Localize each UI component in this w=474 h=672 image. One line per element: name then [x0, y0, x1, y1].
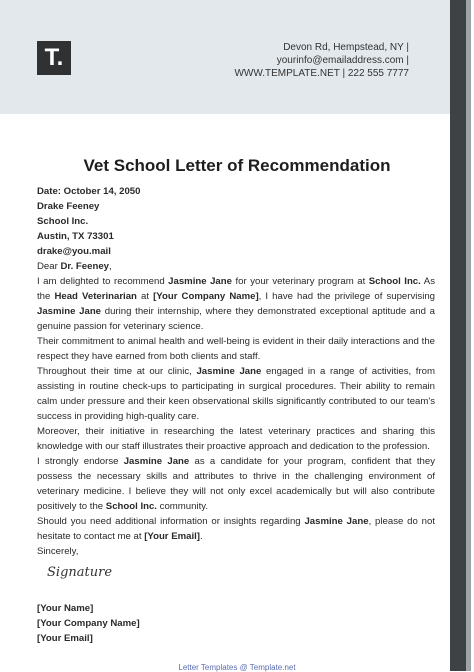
- paragraph-4: Moreover, their initiative in researching the latest veterinary practices and sharing this knowledge with our staff illustrates their proactive approach and dedication to the profession.: [37, 426, 435, 452]
- company-logo: T.: [37, 41, 71, 75]
- salutation: Dear Dr. Feeney,: [37, 261, 112, 272]
- paragraph-2: Their commitment to animal health and well-being is evident in their daily interactions and the respect they have earned from both clients and staff.: [37, 336, 435, 362]
- address-text: Devon Rd, Hempstead, NY |: [283, 42, 409, 53]
- decorative-side-stripe: [450, 0, 474, 671]
- paragraph-5: I strongly endorse Jasmine Jane as a candidate for your program, confident that they possess the necessary skills and attributes to thrive in the challenging environment of veterinary medicine. I believe they will not only excel academically but will also contribute positively to the School Inc. community.: [37, 456, 435, 512]
- letter-body: [37, 184, 435, 646]
- recipient-name: Drake Feeney: [37, 201, 100, 212]
- sender-company: [Your Company Name]: [37, 618, 140, 629]
- paragraph-1: I am delighted to recommend Jasmine Jane for your veterinary program at School Inc. As the Head Veterinarian at [Your Company Name], I have had the privilege of supervising Jasmine Jane during their internship, where they demonstrated exceptional aptitude and a genuine passion for veterinary science.: [37, 276, 435, 332]
- signature-block: [37, 559, 435, 601]
- email-text: yourinfo@emailaddress.com |: [276, 55, 409, 66]
- sender-email: [Your Email]: [37, 633, 93, 644]
- paragraph-6: Should you need additional information or insights regarding Jasmine Jane, please do not hesitate to contact me at [Your Email].: [37, 516, 435, 542]
- letter-title: Vet School Letter of Recommendation: [83, 156, 391, 175]
- paragraph-3: Throughout their time at our clinic, Jasmine Jane engaged in a range of activities, from assisting in routine check-ups to participating in surgical procedures. Their ability to remain calm under pressure and their keen observational skills significantly contributed to our team's success in providing high-quality care.: [37, 366, 435, 422]
- signature: Signature: [47, 565, 113, 580]
- closing: Sincerely,: [37, 546, 79, 557]
- letterhead: [0, 0, 450, 114]
- contact-info: [234, 41, 409, 80]
- recipient-email: drake@you.mail: [37, 246, 111, 257]
- date-line: Date: October 14, 2050: [37, 186, 141, 197]
- footer-watermark: Letter Templates @ Template.net: [178, 663, 296, 672]
- recipient-city: Austin, TX 73301: [37, 231, 114, 242]
- sender-name: [Your Name]: [37, 603, 94, 614]
- recipient-org: School Inc.: [37, 216, 89, 227]
- website-phone-text: WWW.TEMPLATE.NET | 222 555 7777: [234, 68, 409, 79]
